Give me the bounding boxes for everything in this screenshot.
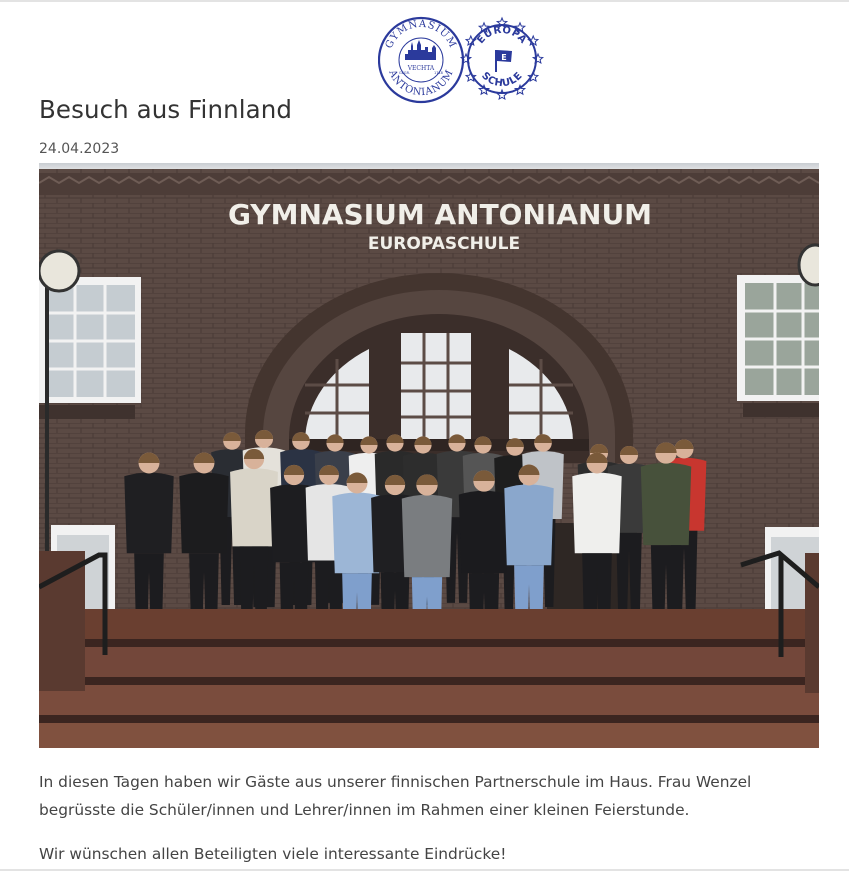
logo-graphic xyxy=(378,12,544,106)
svg-text:GEGR.: GEGR. xyxy=(399,71,411,75)
right-window xyxy=(737,275,819,417)
article-date: 24.04.2023 xyxy=(39,141,120,157)
group-photo-graphic xyxy=(39,163,819,748)
lamp-right xyxy=(799,245,819,285)
group-photo[interactable] xyxy=(39,163,819,748)
svg-text:GYMNASIUM: GYMNASIUM xyxy=(383,18,459,51)
svg-text:E: E xyxy=(501,53,507,62)
article-paragraph-1: In diesen Tagen haben wir Gäste aus unserer finnischen Partnerschule im Haus. Frau Wenzel begrüsste die Schüler/innen und Lehrer/innen im Rahmen einer kleinen Feierstunde. xyxy=(39,773,752,819)
school-logos[interactable] xyxy=(378,12,544,106)
left-window xyxy=(39,277,141,419)
svg-text:SCHULE: SCHULE xyxy=(479,70,525,90)
top-divider xyxy=(0,0,849,2)
entrance-steps xyxy=(39,609,819,748)
article-title: Besuch aus Finnland xyxy=(39,95,293,124)
svg-text:1718: 1718 xyxy=(434,71,443,75)
svg-text:ANTONIANUM: ANTONIANUM xyxy=(386,68,456,99)
building-sign-sub: EUROPASCHULE xyxy=(367,234,521,254)
svg-text:EUROPA: EUROPA xyxy=(475,24,529,47)
gymnasium-seal-icon xyxy=(379,18,463,102)
building-sign-main: GYMNASIUM ANTONIANUM xyxy=(227,198,653,231)
svg-text:VECHTA: VECHTA xyxy=(407,65,435,72)
article-paragraph-2: Wir wünschen allen Beteiligten viele interessante Eindrücke! xyxy=(39,845,507,863)
europa-schule-logo-icon xyxy=(461,18,543,99)
